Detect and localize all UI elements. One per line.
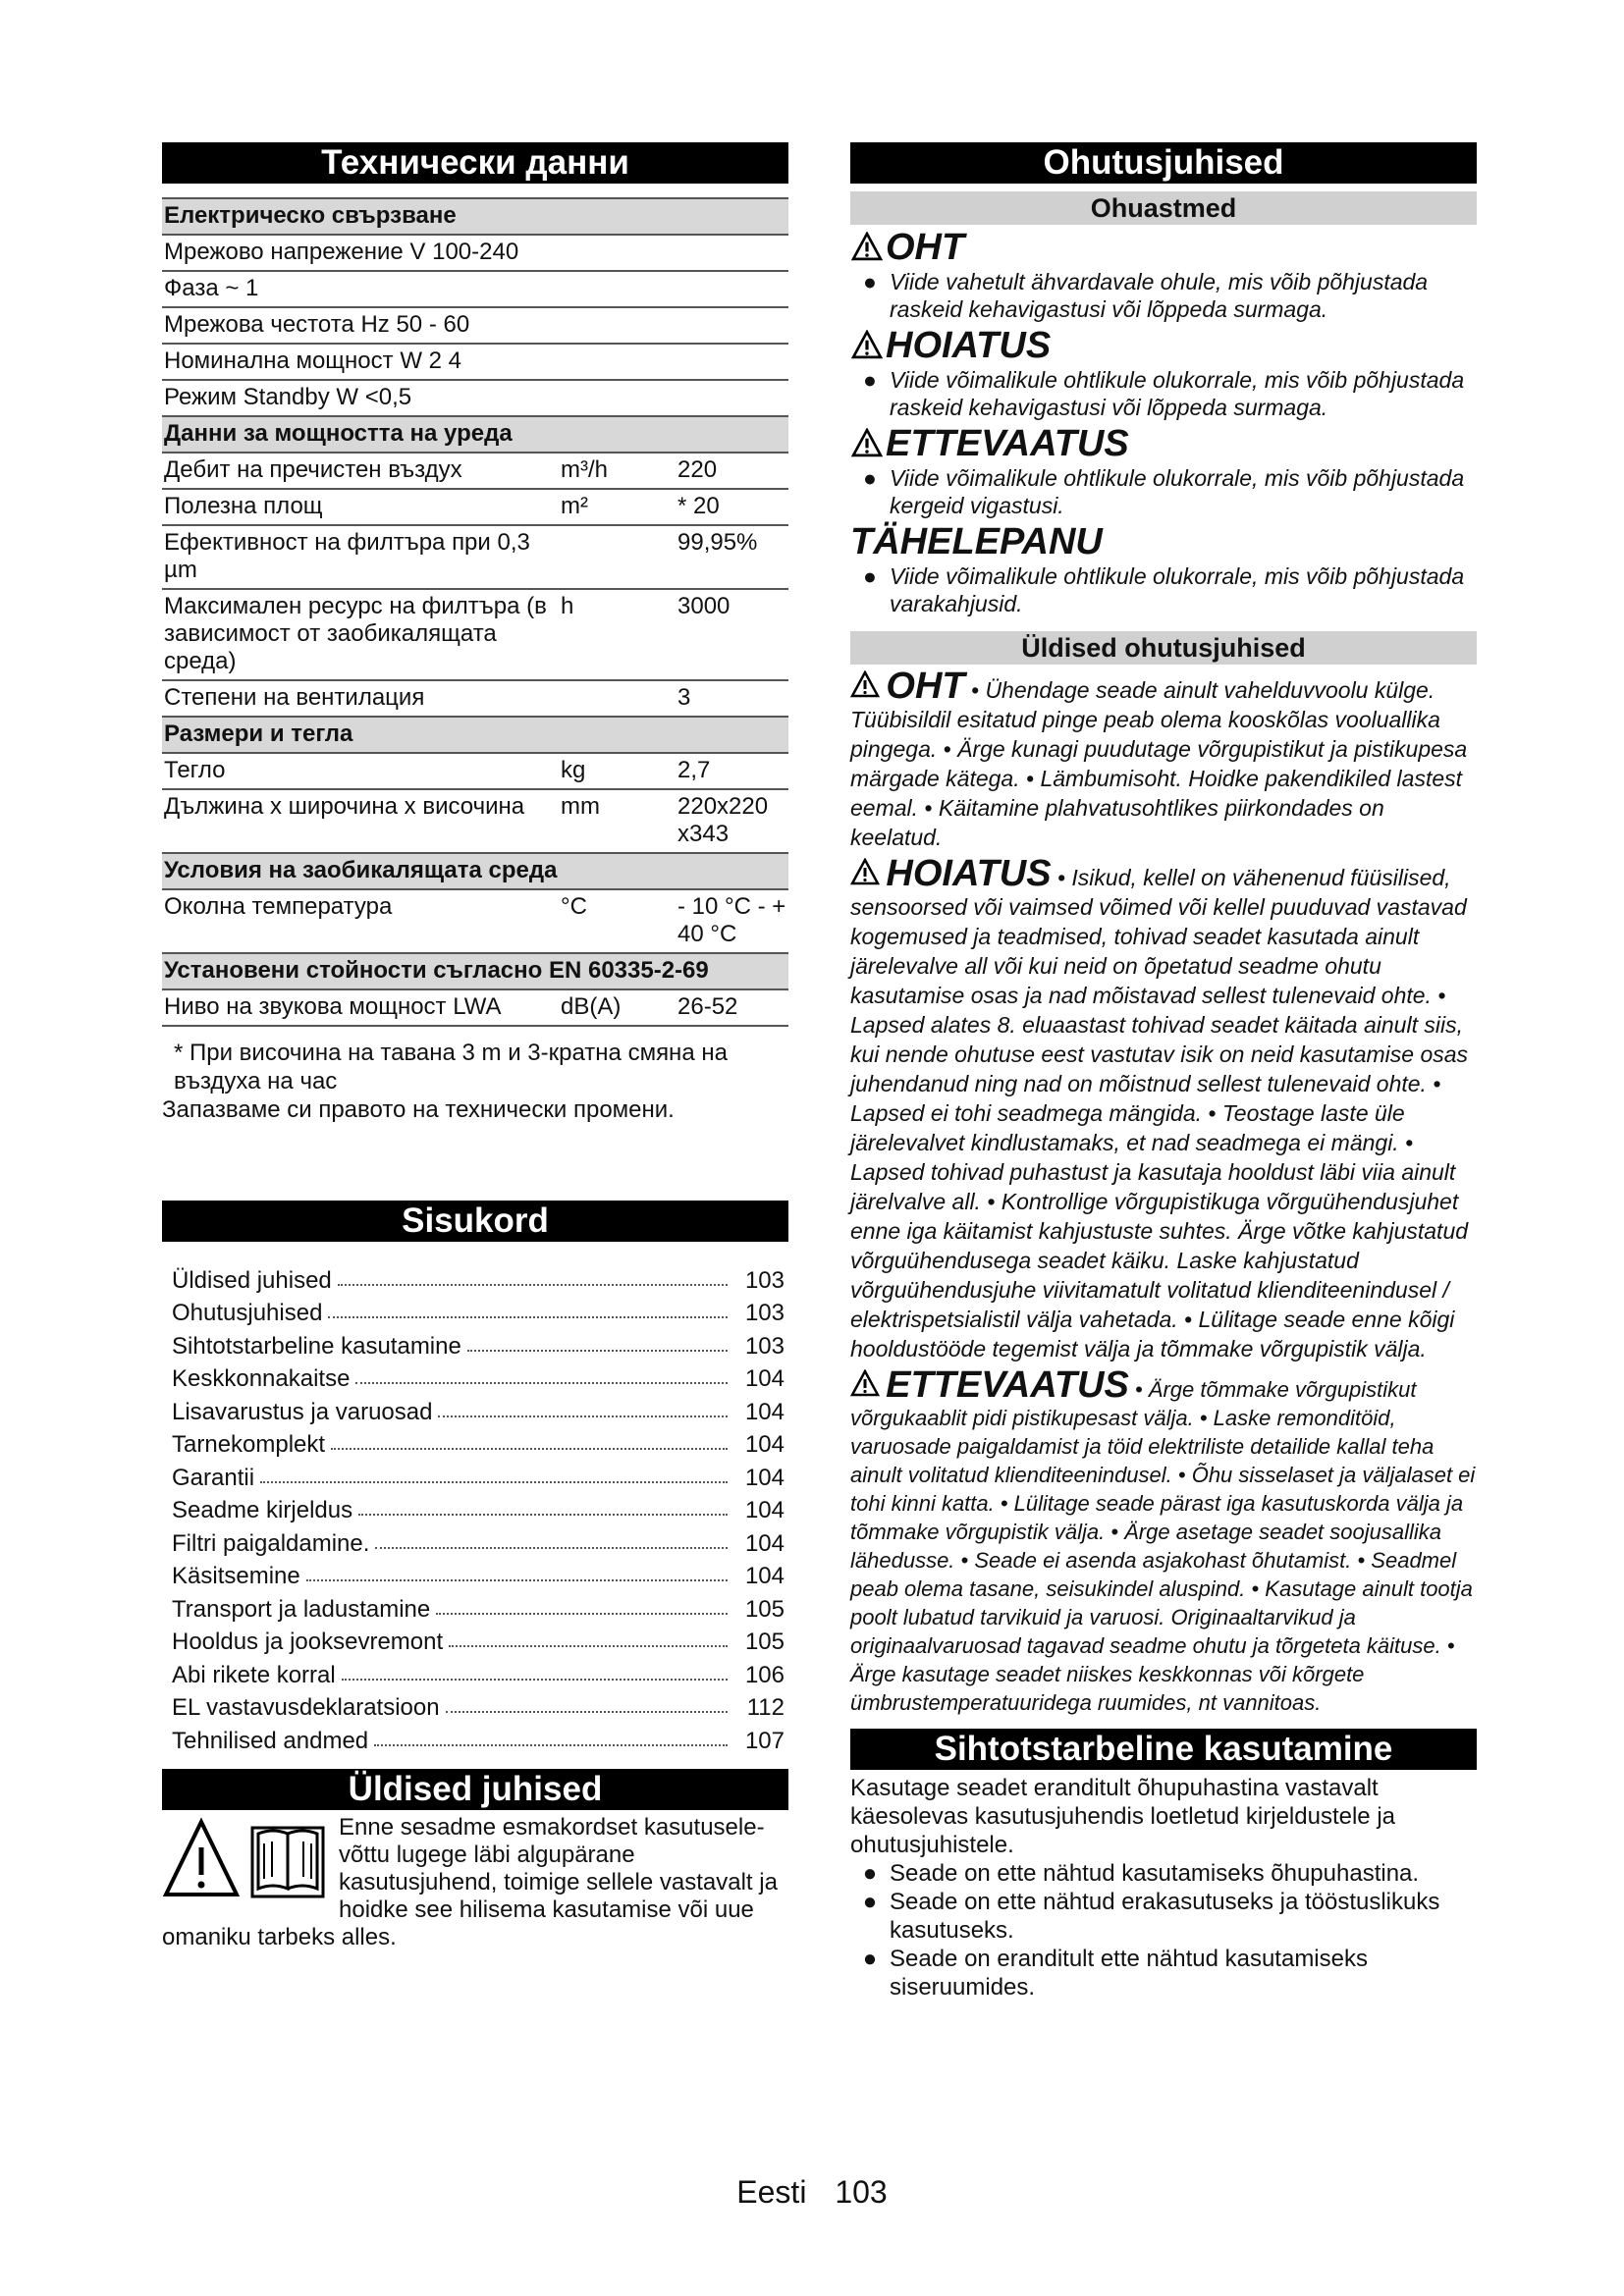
toc-page: 105 — [744, 1595, 785, 1623]
cell-unit — [559, 307, 676, 344]
toc-entry[interactable] — [162, 1459, 788, 1492]
toc-entry[interactable] — [162, 1624, 788, 1657]
toc-page: 104 — [744, 1464, 785, 1491]
table-row — [162, 489, 788, 525]
hazard-description — [850, 366, 1477, 421]
tech-data-table — [162, 197, 788, 1027]
toc-page: 103 — [744, 1332, 785, 1360]
toc-page: 104 — [744, 1398, 785, 1425]
hazard-title-text: HOIATUS — [886, 325, 1052, 366]
table-row — [162, 989, 788, 1026]
warning-icon — [850, 428, 884, 457]
warning-icon — [850, 330, 884, 359]
toc-label: Tehnilised andmed — [172, 1727, 369, 1754]
hazard-level — [850, 521, 1477, 617]
toc-label: Transport ja ladustamine — [172, 1595, 431, 1623]
toc-label: Abi rikete korral — [172, 1661, 336, 1688]
cell-value — [676, 271, 788, 307]
cell-label: Ниво на звукова мощност LWA — [162, 989, 559, 1026]
cell-value: 3 — [676, 680, 788, 717]
hazard-title — [850, 227, 1477, 268]
toc-leader — [328, 1316, 728, 1318]
hazard-text: Viide vahetult ähvardavale ohule, mis võib põhjustada raskeid kehavigastusi või lõppeda surmaga. — [890, 269, 1429, 322]
cell-unit — [559, 235, 676, 271]
table-row — [162, 344, 788, 380]
table-row — [162, 525, 788, 589]
oht-label: OHT — [886, 666, 965, 707]
toc-entry[interactable] — [162, 1492, 788, 1525]
cell-label: Дължина х широчина х височина — [162, 789, 559, 853]
table-row — [162, 271, 788, 307]
toc-leader — [355, 1382, 728, 1384]
left-column — [162, 142, 788, 1951]
cell-label: Фаза ~ 1 — [162, 271, 559, 307]
toc-page: 104 — [744, 1431, 785, 1458]
cell-label: Тегло — [162, 753, 559, 789]
toc-page: 104 — [744, 1529, 785, 1557]
cell-unit: kg — [559, 753, 676, 789]
toc-page: 107 — [744, 1727, 785, 1754]
toc-page: 103 — [744, 1300, 785, 1326]
cell-value: 2,7 — [676, 753, 788, 789]
cell-value: - 10 °C - + 40 °C — [676, 889, 788, 953]
cell-unit — [559, 271, 676, 307]
toc-entry[interactable] — [162, 1558, 788, 1591]
hazard-description — [850, 268, 1477, 323]
hazard-title-text: TÄHELEPANU — [850, 521, 1103, 562]
warning-icon — [850, 1369, 880, 1397]
ettevaatus-text: • Ärge tõmmake võrgupistikut võrgukaablit pidi pistikupesast välja. • Laske remonditöid, varuosade paigaldamist ja töid elektriliste detailide kallal teha ainult volitatud klienditeenindusel. • Õhu sisselaset ja väljalaset ei tohi kinni katta. • Lülitage seade pärast iga kasutuskorda välja ja tõmmake võrgupistik välja. • Ärge asetage seadet soojusallika lähedusse. • Seade ei asenda asjakohast õhutamist. • Seadmel peab olema tasane, seisukindel aluspind. • Kasutage ainult tootja poolt lubatud tarvikuid ja varuosi. Originaaltarvikud ja originaalvaruosad tagavad seadme ohutu ja tõrgeteta käituse. • Ärge kasutage seadet niiskes keskkonnas või kõrgete ümbrustemperatuuridega ruumides, nt vannitoas. — [850, 1377, 1476, 1715]
list-item-text: Seade on eranditult ette nähtud kasutamiseks siseruumides. — [890, 1946, 1368, 2001]
intended-use-text: Kasutage seadet eranditult õhupuhastina vastavalt käesolevas kasutusjuhendis loetletud kirjeldustele ja ohutusjuhistele. — [850, 1775, 1395, 1858]
table-row — [162, 453, 788, 489]
general-title: Üldised juhised — [162, 1769, 788, 1810]
cell-unit: m³/h — [559, 453, 676, 489]
table-section-header — [162, 717, 788, 753]
cell-unit — [559, 344, 676, 380]
toc-leader — [342, 1679, 728, 1681]
list-item — [850, 1945, 1477, 2002]
table-row — [162, 889, 788, 953]
toc-leader — [436, 1613, 728, 1615]
hazard-description — [850, 562, 1477, 617]
table-row — [162, 307, 788, 344]
table-row — [162, 235, 788, 271]
cell-value: 26-52 — [676, 989, 788, 1026]
toc-leader — [338, 1284, 728, 1286]
hazard-text: Viide võimalikule ohtlikule olukorrale, mis võib põhjustada kergeid vigastusi. — [890, 465, 1465, 518]
cell-label: Мрежово напрежение V 100-240 — [162, 235, 559, 271]
bullet-dot: ● — [862, 1889, 878, 1915]
toc-label: Garantii — [172, 1464, 255, 1491]
toc-leader — [358, 1514, 728, 1516]
toc-leader — [331, 1448, 728, 1450]
cell-unit: °C — [559, 889, 676, 953]
bullet-dot: ● — [863, 367, 877, 393]
cell-label: Режим Standby W <0,5 — [162, 380, 559, 416]
toc-leader — [438, 1415, 728, 1417]
table-row — [162, 380, 788, 416]
right-column — [850, 142, 1477, 2002]
cell-value — [676, 307, 788, 344]
list-item — [850, 1888, 1477, 1945]
toc-leader — [375, 1547, 728, 1549]
toc-title: Sisukord — [162, 1201, 788, 1242]
toc-page: 105 — [744, 1629, 785, 1655]
intended-use-section — [850, 1774, 1477, 2002]
cell-unit: mm — [559, 789, 676, 853]
hazard-title — [850, 521, 1477, 562]
bullet-dot: ● — [863, 563, 877, 589]
oht-text: • Ühendage seade ainult vahelduvvoolu külge. Tüübisildil esitatud pinge peab olema kooskõlas vooluallika pingega. • Ärge kunagi puudutage võrgupistikut ja pistikupesa märgade kätega. • Lämbumisoht. Hoidke pakendikiled lastest eemal. • Käitamine plahvatusohtlikes piirkondades on keelatud. — [850, 677, 1468, 850]
cell-unit — [559, 380, 676, 416]
general-safety-title: Üldised ohutusjuhised — [850, 631, 1477, 665]
toc-entry[interactable] — [162, 1524, 788, 1558]
cell-value: 3000 — [676, 589, 788, 680]
cell-label: Номинална мощност W 2 4 — [162, 344, 559, 380]
hazard-level — [850, 227, 1477, 323]
toc-entry[interactable] — [162, 1426, 788, 1460]
toc-page: 104 — [744, 1563, 785, 1589]
toc-entry[interactable] — [162, 1689, 788, 1723]
hazard-text: Viide võimalikule ohtlikule olukorrale, mis võib põhjustada raskeid kehavigastusi või lõppeda surmaga. — [890, 367, 1465, 420]
toc-label: Sihtotstarbeline kasutamine — [172, 1332, 461, 1360]
intended-use-bullets — [850, 1859, 1477, 2002]
tech-notes — [162, 1039, 788, 1124]
warning-icon — [850, 232, 884, 261]
hazard-levels — [850, 227, 1477, 617]
toc-label: EL vastavusdeklaratsioon — [172, 1694, 440, 1721]
section-label: Електрическо свързване — [162, 198, 788, 235]
cell-value — [676, 380, 788, 416]
cell-label: Степени на вентилация — [162, 680, 559, 717]
toc-page: 103 — [744, 1266, 785, 1294]
cell-label: Дебит на пречистен въздух — [162, 453, 559, 489]
ettevaatus-label: ETTEVAATUS — [886, 1364, 1129, 1406]
toc-label: Filtri paigaldamine. — [172, 1529, 370, 1557]
list-item-text: Seade on ette nähtud kasutamiseks õhupuhastina. — [890, 1860, 1420, 1887]
toc-label: Käsitsemine — [172, 1563, 300, 1589]
rights-note: Запазваме си правото на технически промени. — [162, 1096, 675, 1123]
general-text: Enne sesadme esmakordset kasutusele-võttu lugege läbi algupärane kasutusjuhend, toimige sellele vastavalt ja hoidke see hilisema kasutamise või uue omaniku tarbeks alles. — [162, 1813, 778, 1950]
table-section-header — [162, 416, 788, 453]
cell-label: Ефективност на филтъра при 0,3 µm — [162, 525, 559, 589]
toc-leader — [374, 1744, 728, 1746]
table-of-contents — [162, 1261, 788, 1755]
cell-value: * 20 — [676, 489, 788, 525]
table-row — [162, 753, 788, 789]
toc-label: Hooldus ja jooksevremont — [172, 1629, 444, 1655]
cell-unit: dB(A) — [559, 989, 676, 1026]
table-row — [162, 789, 788, 853]
cell-unit: h — [559, 589, 676, 680]
hazard-level — [850, 423, 1477, 519]
page-footer — [0, 2174, 1624, 2211]
table-section-header — [162, 953, 788, 989]
hazard-level — [850, 325, 1477, 421]
toc-entry[interactable] — [162, 1261, 788, 1295]
cell-unit — [559, 525, 676, 589]
cell-value: 220 — [676, 453, 788, 489]
hazard-description — [850, 464, 1477, 519]
cell-unit — [559, 680, 676, 717]
cell-value — [676, 235, 788, 271]
toc-entry[interactable] — [162, 1590, 788, 1624]
cell-value — [676, 344, 788, 380]
toc-page: 104 — [744, 1497, 785, 1523]
toc-page: 106 — [744, 1661, 785, 1688]
toc-leader — [260, 1481, 728, 1483]
toc-entry[interactable] — [162, 1393, 788, 1426]
cell-label: Максимален ресурс на филтъра (в зависимост от заобикалящата среда) — [162, 589, 559, 680]
hoiatus-text: • Isikud, kellel on vähenenud füüsilised, sensoorsed või vaimsed võimed või kellel puuduvad vastavad kogemused ja teadmised, tohivad seadet kasutada ainult järelevalve all või kui neid on õpetatud seadme ohutu kasutamise osas ja nad mõistavad sellest tulenevaid ohte. • Lapsed alates 8. eluaastast tohivad seadet käitada ainult siis, kui nende ohutuse eest vastutav isik on neid kasutamise osas juhendanud ning nad on mõistnud sellest tulenevaid ohte. • Lapsed ei tohi seadmega mängida. • Teostage laste üle järelevalvet kindlustamaks, et nad seadmega ei mängi. • Lapsed tohivad puhastust ja kasutaja hooldust läbi viia ainult järelvalve all. • Kontrollige võrgupistikuga võrguühendusjuhet enne iga käitamist kahjustuste suhtes. Ärge võtke kahjustatud võrguühendusega seadet käiku. Laske kahjustatud võrguühendusjuhe viivitamatult volitatud klienditeenindusel / elektrispetsialistil välja vahetada. • Lülitage seade enne kõigi hooldustööde tegemist välja ja tõmmake võrgupistik välja. — [850, 865, 1469, 1362]
cell-value: 220x220 x343 — [676, 789, 788, 853]
toc-label: Tarnekomplekt — [172, 1431, 326, 1458]
cell-unit: m² — [559, 489, 676, 525]
intended-use-title: Sihtotstarbeline kasutamine — [850, 1729, 1477, 1770]
list-item-text: Seade on ette nähtud erakasutuseks ja tööstuslikuks kasutuseks. — [890, 1889, 1440, 1944]
table-section-header — [162, 198, 788, 235]
table-row — [162, 589, 788, 680]
cell-label: Полезна площ — [162, 489, 559, 525]
warning-manual-icon — [162, 1814, 333, 1902]
table-row — [162, 680, 788, 717]
hazard-title — [850, 423, 1477, 464]
oht-paragraph — [850, 666, 1477, 852]
section-label: Данни за мощността на уреда — [162, 416, 788, 453]
hazard-title-text: OHT — [886, 227, 965, 268]
hoiatus-paragraph — [850, 853, 1477, 1363]
hazard-text: Viide võimalikule ohtlikule olukorrale, mis võib põhjustada varakahjusid. — [890, 563, 1465, 616]
hazard-levels-title: Ohuastmed — [850, 191, 1477, 225]
section-label: Размери и тегла — [162, 717, 788, 753]
bullet-dot: ● — [863, 269, 877, 294]
footer-language: Eesti — [736, 2174, 807, 2210]
warning-icon — [850, 670, 880, 698]
toc-page: 104 — [744, 1365, 785, 1392]
cell-label: Мрежова честота Hz 50 - 60 — [162, 307, 559, 344]
toc-entry[interactable] — [162, 1722, 788, 1755]
toc-leader — [306, 1579, 728, 1581]
section-label: Условия на заобикалящата среда — [162, 853, 788, 889]
hazard-title-text: ETTEVAATUS — [886, 423, 1129, 464]
toc-leader — [446, 1711, 728, 1713]
safety-title: Ohutusjuhised — [850, 142, 1477, 184]
warning-icon — [850, 858, 880, 885]
toc-label: Üldised juhised — [172, 1266, 332, 1294]
bullet-dot: ● — [863, 465, 877, 491]
ettevaatus-paragraph — [850, 1364, 1477, 1717]
list-item — [850, 1859, 1477, 1888]
hazard-title — [850, 325, 1477, 366]
footnote: * При височина на тавана 3 m и 3-кратна смяна на въздуха на час — [174, 1040, 728, 1095]
toc-label: Seadme kirjeldus — [172, 1497, 353, 1523]
toc-entry[interactable] — [162, 1295, 788, 1328]
toc-leader — [467, 1350, 728, 1352]
table-section-header — [162, 853, 788, 889]
toc-page: 112 — [746, 1694, 785, 1721]
toc-label: Keskkonnakaitse — [172, 1365, 351, 1392]
toc-entry[interactable] — [162, 1361, 788, 1394]
cell-value: 99,95% — [676, 525, 788, 589]
general-section — [162, 1814, 788, 1951]
toc-label: Lisavarustus ja varuosad — [172, 1398, 433, 1425]
cell-label: Околна температура — [162, 889, 559, 953]
tech-data-title: Технически данни — [162, 142, 788, 184]
toc-entry[interactable] — [162, 1656, 788, 1689]
footer-page-number: 103 — [835, 2174, 888, 2210]
bullet-dot: ● — [862, 1860, 878, 1887]
bullet-dot: ● — [862, 1946, 878, 1972]
section-label: Установени стойности съгласно EN 60335-2-69 — [162, 953, 788, 989]
toc-leader — [449, 1645, 728, 1647]
hoiatus-label: HOIATUS — [886, 853, 1052, 894]
toc-entry[interactable] — [162, 1327, 788, 1361]
toc-label: Ohutusjuhised — [172, 1300, 323, 1326]
